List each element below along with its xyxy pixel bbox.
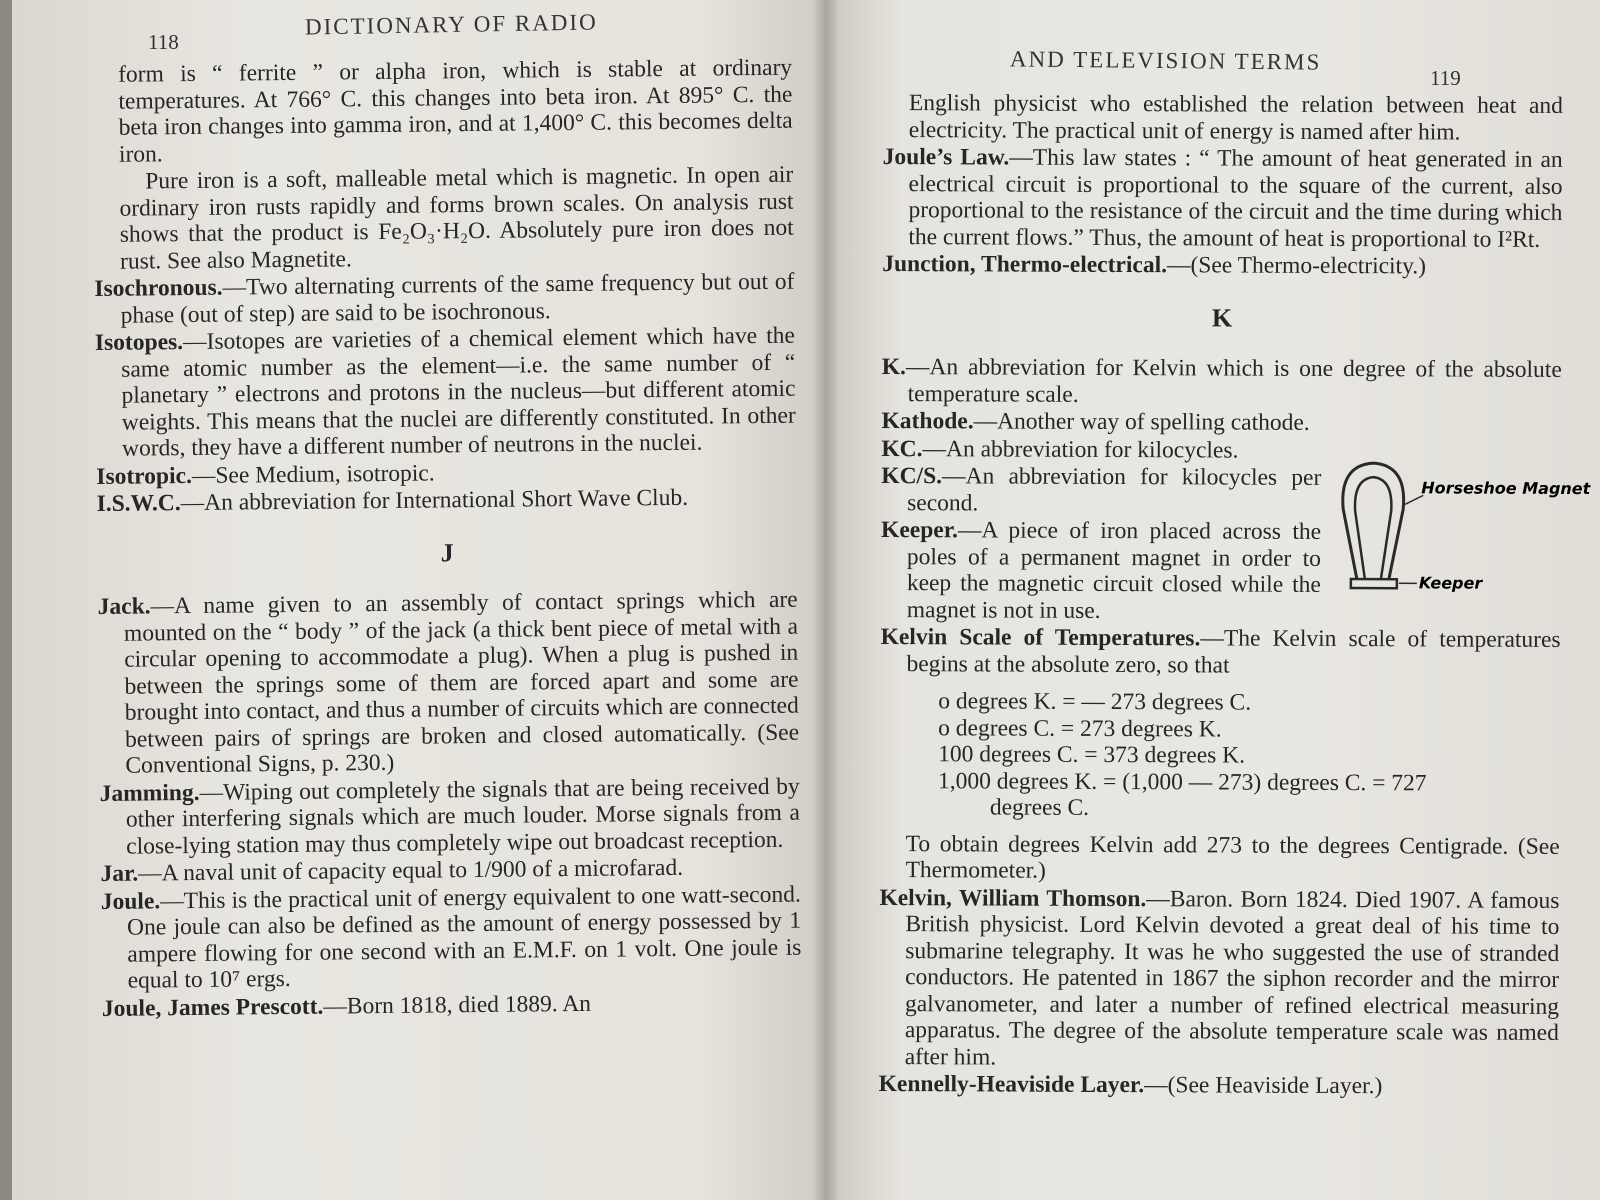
running-header-right: AND TELEVISION TERMS — [1009, 46, 1322, 75]
entry-kelvin-william — [879, 884, 1560, 1072]
term: KC. — [881, 435, 923, 462]
definition: —A name given to an assembly of contact springs which are mounted on the “ body ” of the jack (a thick bent piece of metal with a circular opening to accommodate a plug). When a plug is pushed in between the springs some of them are forced apart and some are brought into contact, and thus a number of circuits which are connected between pairs of springs are broken and closed automatically. (See Conventional Signs, p. 230.) — [123, 586, 800, 779]
term: Kelvin, William Thomson. — [879, 884, 1147, 912]
definition: —This law states : “ The amount of heat generated in an electrical circuit is proportional to the square of the current, also proportional to the resistance of the circuit and the time during which the current flows.” Thus, the amount of heat is proportional to I²Rt. — [908, 144, 1563, 253]
running-header-left: DICTIONARY OF RADIO — [304, 9, 598, 40]
left-column — [92, 55, 802, 1023]
section-letter-j: J — [440, 537, 454, 567]
definition: —Two alternating currents of the same frequency but out of phase (out of step) are said to be isochronous. — [120, 268, 795, 329]
kelvin-note: To obtain degrees Kelvin add 273 to the degrees Centigrade. (See Thermometer.) — [905, 830, 1560, 884]
page-number-left: 118 — [148, 30, 179, 54]
magnet-label: Horseshoe Magnet — [1421, 478, 1591, 499]
section-letter-k: K — [1211, 302, 1233, 333]
term: Jar. — [100, 860, 139, 887]
right-column — [878, 90, 1591, 1101]
definition: —Another way of spelling cathode. — [973, 408, 1310, 436]
term: Joule, James Prescott. — [101, 993, 324, 1022]
equation-4-continued: degrees C. — [989, 794, 1090, 821]
magnet-inner-outline — [1355, 477, 1392, 579]
definition: —A naval unit of capacity equal to 1/900 of a microfarad. — [138, 854, 684, 887]
term: Isotopes. — [94, 329, 184, 356]
definition: —(See Thermo-electricity.) — [1166, 252, 1427, 280]
term: Kathode. — [881, 407, 974, 435]
entry-kennelly — [879, 1071, 1559, 1100]
definition: —Baron. Born 1824. Died 1907. A famous British physicist. Lord Kelvin devoted a great deal of his time to submarine telegraphy. It was he who suggested the use of stranded conductors. He patented in 1867 the siphon recorder and the mirror galvanometer, and later a number of refined electrical measuring apparatus. The degree of the absolute temperature scale was named after him. — [904, 885, 1560, 1071]
term: Jamming. — [99, 779, 200, 807]
term: Isochronous. — [94, 274, 223, 302]
entry-jack — [98, 587, 800, 780]
term: Joule’s Law. — [882, 143, 1010, 171]
iron-paragraph: Pure iron is a soft, malleable metal which is magnetic. In open air ordinary iron rusts rapidly and forms brown scales. On analysis rust shows that the product is Fe₂O₃·H₂O. Absolutely pure iron does not rust. See also Magnetite. — [119, 161, 794, 275]
entry-junction — [882, 251, 1562, 280]
book-edge — [0, 0, 12, 1200]
horseshoe-magnet-figure — [1329, 459, 1591, 600]
definition: —Wiping out completely the signals that are being received by other interfering signals which are much louder. Morse signals from a close-lying station may thus completely wipe out broadcast reception. — [125, 773, 801, 860]
term: K. — [881, 353, 907, 381]
entry-jamming — [100, 773, 801, 860]
book-gutter — [812, 0, 840, 1200]
definition: —(See Heaviside Layer.) — [1144, 1072, 1383, 1100]
joule-james-continuation: English physicist who established the relation between heat and electricity. The practical unit of energy is named after him. — [908, 90, 1563, 146]
definition: —Born 1818, died 1889. An — [323, 990, 592, 1020]
keeper-block — [881, 462, 1591, 626]
definition: —An abbreviation for Kelvin which is one degree of the absolute temperature scale. — [905, 354, 1562, 408]
equation-4: 1,000 degrees K. = (1,000 — 273) degrees C. = 727 — [937, 767, 1427, 796]
entry-kcs — [881, 463, 1321, 518]
equation-2: o degrees C. = 273 degrees K. — [938, 714, 1222, 742]
definition: —Isotopes are varieties of a chemical element which have the same atomic number as the element—i.e. the same number of “ planetary ” electrons and protons in the nucleus—but different atomic weights. This means that the nuclei are differently constituted. In other words, they have a different number of neutrons in the nuclei. — [121, 322, 796, 462]
entry-keeper — [881, 517, 1321, 625]
term: Keeper. — [881, 516, 958, 544]
equation-1: o degrees K. = — 273 degrees C. — [938, 688, 1252, 716]
keeper-label: Keeper — [1418, 573, 1483, 593]
magnet-outer-outline — [1342, 463, 1403, 579]
entry-isochronous — [94, 269, 795, 329]
term: Isotropic. — [96, 462, 193, 490]
definition: —The Kelvin scale of temperatures begins at the absolute zero, so that — [906, 625, 1561, 679]
term: Kennelly-Heaviside Layer. — [878, 1070, 1145, 1099]
definition: —See Medium, isotropic. — [191, 459, 435, 489]
equation-3: 100 degrees C. = 373 degrees K. — [938, 741, 1246, 769]
entry-joules-law — [882, 144, 1562, 253]
iron-continuation: form is “ ferrite ” or alpha iron, which is stable at ordinary temperatures. At 766° C. this changes into beta iron. At 895° C. the beta iron changes into gamma iron, and at 1,400° C. this becomes delta iron. — [117, 54, 793, 168]
definition: —This is the practical unit of energy equivalent to one watt-second. One joule can also be defined as the amount of energy possessed by 1 ampere flowing for one second with an E.M.F. on 1 volt. One joule is equal to 10⁷ ergs. — [126, 881, 802, 994]
keeper-bar — [1351, 579, 1397, 588]
page-number-right: 119 — [1430, 66, 1461, 90]
term: Junction, Thermo-electrical. — [882, 250, 1168, 279]
entry-kathode — [881, 408, 1561, 437]
term: Kelvin Scale of Temperatures. — [880, 623, 1201, 652]
definition: —An abbreviation for kilocycles. — [922, 435, 1239, 464]
term: KC/S. — [881, 462, 943, 490]
definition: —An abbreviation for International Short Wave Club. — [180, 484, 689, 517]
definition: —An abbreviation for kilocycles per second. — [907, 463, 1322, 516]
term: Jack. — [97, 593, 151, 620]
term: Joule. — [100, 887, 161, 915]
entry-kelvin-scale — [880, 624, 1560, 680]
right-page — [825, 0, 1600, 1200]
entry-isotopes — [95, 323, 796, 463]
keeper-text — [881, 463, 1322, 625]
entry-k — [882, 354, 1562, 410]
definition: —A piece of iron placed across the poles of a permanent magnet in order to keep the magnetic circuit closed while the magnet is not in use. — [906, 517, 1322, 624]
term: I.S.W.C. — [96, 490, 181, 517]
entry-joule — [101, 881, 802, 994]
